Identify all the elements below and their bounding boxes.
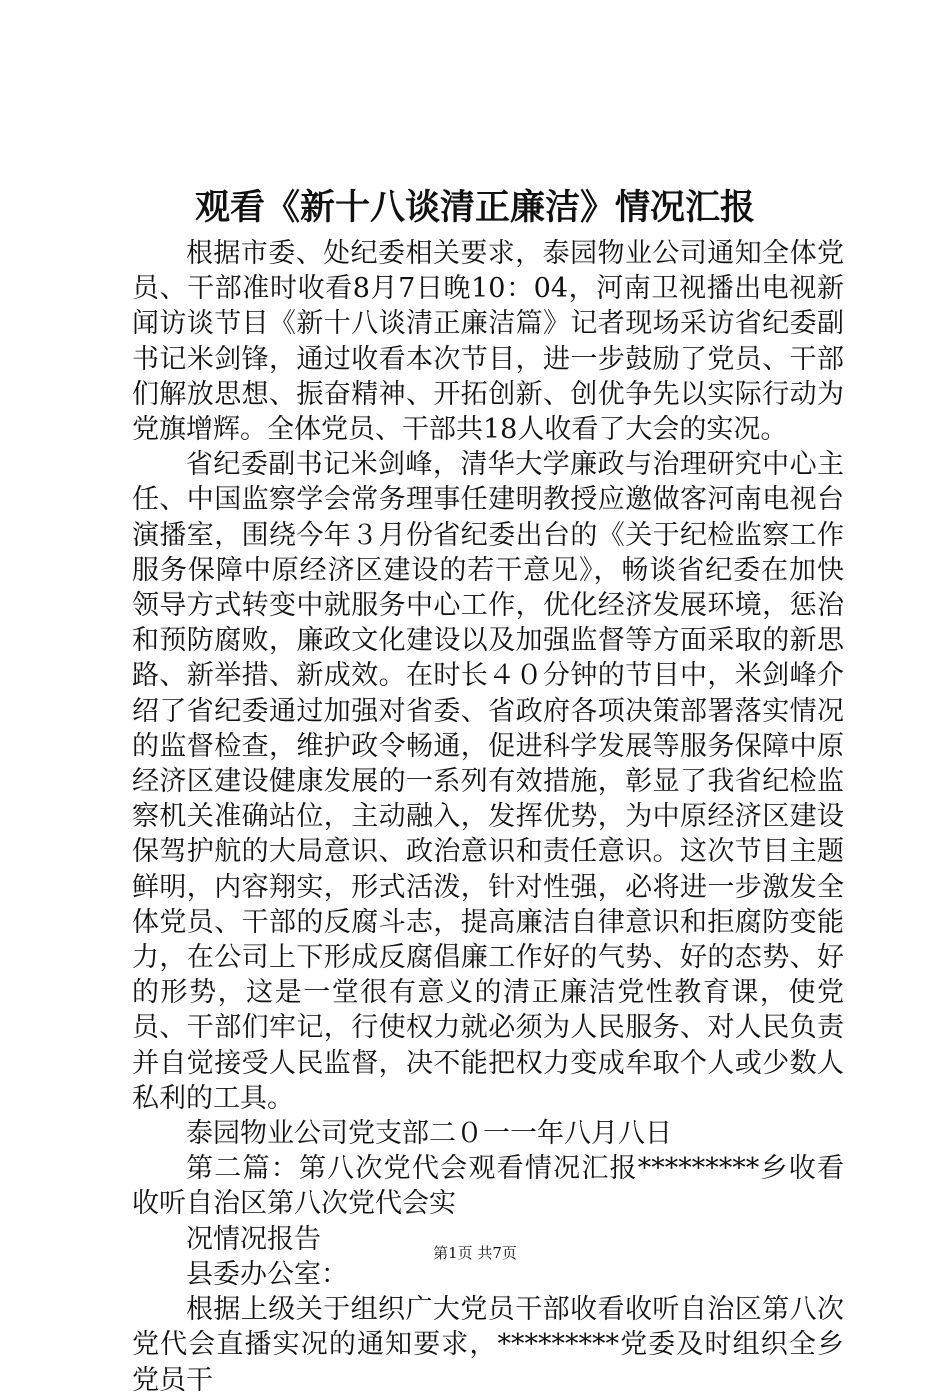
paragraph-addressee: 县委办公室： bbox=[186, 1258, 348, 1290]
paragraph-second-title-cont: 况情况报告 bbox=[186, 1223, 321, 1255]
paragraph-second-title: 第二篇：第八次党代会观看情况汇报*********乡收看收听自治区第八次党代会实 bbox=[132, 1153, 844, 1220]
document-body bbox=[132, 236, 844, 1398]
paragraph-second-body: 根据上级关于组织广大党员干部收看收听自治区第八次党代会直播实况的通知要求，*********党委及时组织全乡党员干 bbox=[132, 1294, 844, 1396]
page-indicator: 第1页 共7页 bbox=[433, 1244, 517, 1262]
paragraph-main: 省纪委副书记米剑峰，清华大学廉政与治理研究中心主任、中国监察学会常务理事任建明教授应邀做客河南电视台演播室，围绕今年３月份省纪委出台的《关于纪检监察工作服务保障中原经济区建设的若干意见》，畅谈省纪委在加快领导方式转变中就服务中心工作，优化经济发展环境，惩治和预防腐败，廉政文化建设以及加强监督等方面采取的新思路、新举措、新成效。在时长４０分钟的节目中，米剑峰介绍了省纪委通过加强对省委、省政府各项决策部署落实情况的监督检查，维护政令畅通，促进科学发展等服务保障中原经济区建设健康发展的一系列有效措施，彰显了我省纪检监察机关准确站位，主动融入，发挥优势，为中原经济区建设保驾护航的大局意识、政治意识和责任意识。这次节目主题鲜明，内容翔实，形式活泼，针对性强，必将进一步激发全体党员、干部的反腐斗志，提高廉洁自律意识和拒腐防变能力，在公司上下形成反腐倡廉工作好的气势、好的态势、好的形势，这是一堂很有意义的清正廉洁党性教育课，使党员、干部们牢记，行使权力就必须为人民服务、对人民负责并自觉接受人民监督，决不能把权力变成牟取个人或少数人私利的工具。 bbox=[132, 449, 844, 1114]
paragraph-intro: 根据市委、处纪委相关要求，泰园物业公司通知全体党员、干部准时收看8月7日晚10：04，河南卫视播出电视新闻访谈节目《新十八谈清正廉洁篇》记者现场采访省纪委副书记米剑锋，通过收看本次节目，进一步鼓励了党员、干部们解放思想、振奋精神、开拓创新、创优争先以实际行动为党旗增辉。全体党员、干部共18人收看了大会的实况。 bbox=[132, 238, 844, 446]
paragraph-signature: 泰园物业公司党支部二０一一年八月八日 bbox=[186, 1118, 672, 1150]
document-title: 观看《新十八谈清正廉洁》情况汇报 bbox=[194, 187, 755, 228]
